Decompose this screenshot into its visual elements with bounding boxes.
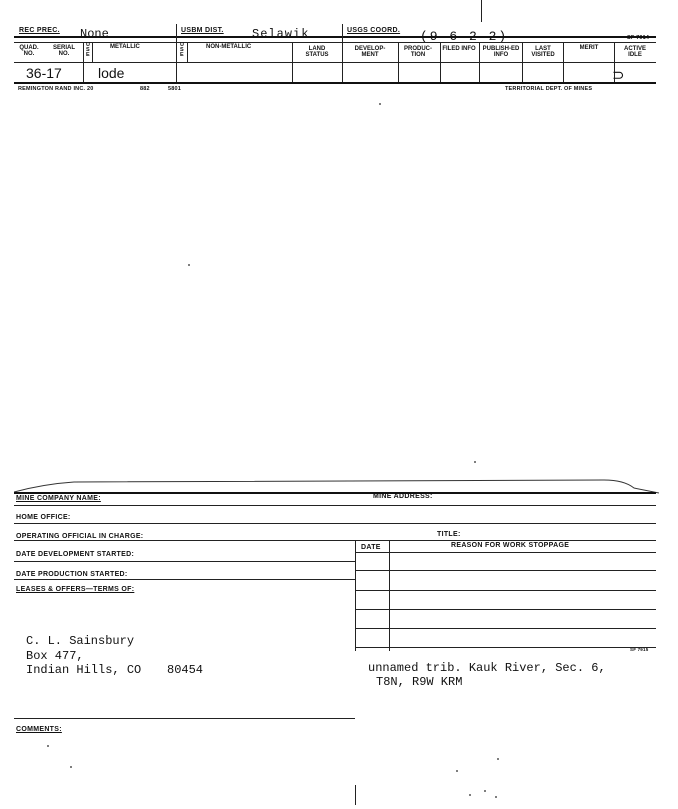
usbm-dist-label: USBM DIST. bbox=[181, 27, 224, 34]
mine-address-label: MINE ADDRESS: bbox=[373, 493, 433, 500]
col-non-metallic: NON-METALLIC bbox=[206, 44, 252, 50]
footer-right: TERRITORIAL DEPT. OF MINES bbox=[505, 86, 593, 92]
col-metallic: METALLIC bbox=[110, 44, 140, 50]
scan-speck bbox=[188, 264, 190, 266]
col-use-metallic: USE bbox=[86, 42, 91, 58]
top-rule bbox=[14, 36, 656, 38]
comments-label: COMMENTS: bbox=[16, 726, 62, 733]
stoppage-left-border bbox=[355, 540, 356, 651]
rule bbox=[355, 570, 656, 571]
rule bbox=[14, 523, 656, 524]
rule bbox=[14, 718, 355, 719]
col-divider bbox=[83, 42, 84, 82]
location-line2: T8N, R9W KRM bbox=[376, 675, 463, 689]
leases-label: LEASES & OFFERS—TERMS OF: bbox=[16, 586, 135, 593]
operating-official-label: OPERATING OFFICIAL IN CHARGE: bbox=[16, 533, 144, 540]
owner-city: Indian Hills, CO bbox=[26, 663, 142, 677]
col-divider bbox=[398, 42, 399, 82]
rule bbox=[355, 628, 656, 629]
scan-speck bbox=[379, 103, 381, 105]
row-metallic-value: lode bbox=[98, 65, 125, 81]
scan-speck bbox=[70, 766, 72, 768]
top-form-number: SF 7914 bbox=[627, 35, 650, 41]
scan-speck bbox=[47, 745, 49, 747]
scan-speck bbox=[495, 796, 497, 798]
rule bbox=[355, 647, 656, 648]
col-active-idle: ACTIVE IDLE bbox=[623, 46, 646, 58]
date-development-label: DATE DEVELOPMENT STARTED: bbox=[16, 551, 135, 558]
divider-usbm bbox=[176, 24, 177, 84]
location-line1: unnamed trib. Kauk River, Sec. 6, bbox=[368, 661, 606, 675]
col-divider bbox=[563, 42, 564, 82]
rule bbox=[355, 552, 656, 553]
rule bbox=[14, 505, 656, 506]
col-last-visited: LAST VISITED bbox=[531, 46, 555, 58]
col-divider bbox=[479, 42, 480, 82]
scan-speck bbox=[484, 790, 486, 792]
rule bbox=[355, 609, 656, 610]
rule bbox=[14, 579, 355, 580]
footer-left: REMINGTON RAND INC. 20 bbox=[18, 86, 94, 92]
scan-speck bbox=[469, 794, 471, 796]
rule bbox=[355, 590, 656, 591]
date-column-label: DATE bbox=[361, 544, 381, 551]
col-filed-info: FILED INFO bbox=[442, 46, 476, 52]
col-divider bbox=[440, 42, 441, 82]
owner-box: Box 477, bbox=[26, 649, 84, 663]
mine-company-name-label: MINE COMPANY NAME: bbox=[16, 495, 101, 502]
col-production: PRODUC-TION bbox=[404, 46, 432, 58]
bottom-tick-line bbox=[355, 785, 356, 805]
col-development: DEVELOP-MENT bbox=[354, 46, 386, 58]
date-production-label: DATE PRODUCTION STARTED: bbox=[16, 571, 128, 578]
row-active-mark: ⊃ bbox=[612, 67, 625, 84]
stoppage-date-divider bbox=[389, 540, 390, 651]
bottom-top-rule bbox=[14, 492, 656, 494]
scan-speck bbox=[497, 758, 499, 760]
bottom-form-number: SF 7915 bbox=[630, 647, 649, 652]
header-top-line bbox=[14, 42, 656, 43]
rec-prec-label: REC PREC. bbox=[19, 27, 60, 34]
col-divider bbox=[522, 42, 523, 82]
col-published-info: PUBLISH-ED INFO bbox=[482, 46, 520, 58]
col-serial-no: SERIAL NO. bbox=[52, 45, 75, 57]
header-bottom-line bbox=[14, 62, 656, 63]
divider-usgs bbox=[342, 24, 343, 84]
usbm-dist-value: Selawik bbox=[252, 27, 310, 41]
col-divider bbox=[187, 42, 188, 62]
row-serial-number: 36-17 bbox=[26, 65, 62, 81]
scan-speck bbox=[474, 461, 476, 463]
col-land-status: LAND STATUS bbox=[305, 46, 329, 58]
col-merit: MERIT bbox=[579, 45, 599, 51]
row-bottom-rule bbox=[14, 82, 656, 84]
col-divider bbox=[292, 42, 293, 82]
rule bbox=[14, 540, 656, 541]
scan-speck bbox=[456, 770, 458, 772]
top-tick-line bbox=[481, 0, 482, 22]
usgs-coord-label: USGS COORD. bbox=[347, 27, 401, 34]
owner-zip: 80454 bbox=[167, 663, 204, 677]
rule bbox=[14, 561, 355, 562]
footer-code1: 882 bbox=[140, 86, 150, 92]
home-office-label: HOME OFFICE: bbox=[16, 514, 71, 521]
usgs-coord-value: (9 6 2 2) bbox=[420, 29, 509, 44]
rec-prec-value: None bbox=[80, 27, 109, 41]
col-divider bbox=[92, 42, 93, 62]
reason-column-label: REASON FOR WORK STOPPAGE bbox=[451, 542, 570, 549]
col-quad-no: QUAD. NO. bbox=[19, 45, 39, 57]
col-use-nonmetallic: USE bbox=[180, 42, 185, 58]
owner-name: C. L. Sainsbury bbox=[26, 634, 135, 648]
footer-code2: 5801 bbox=[168, 86, 182, 92]
title-label: TITLE: bbox=[437, 531, 461, 538]
